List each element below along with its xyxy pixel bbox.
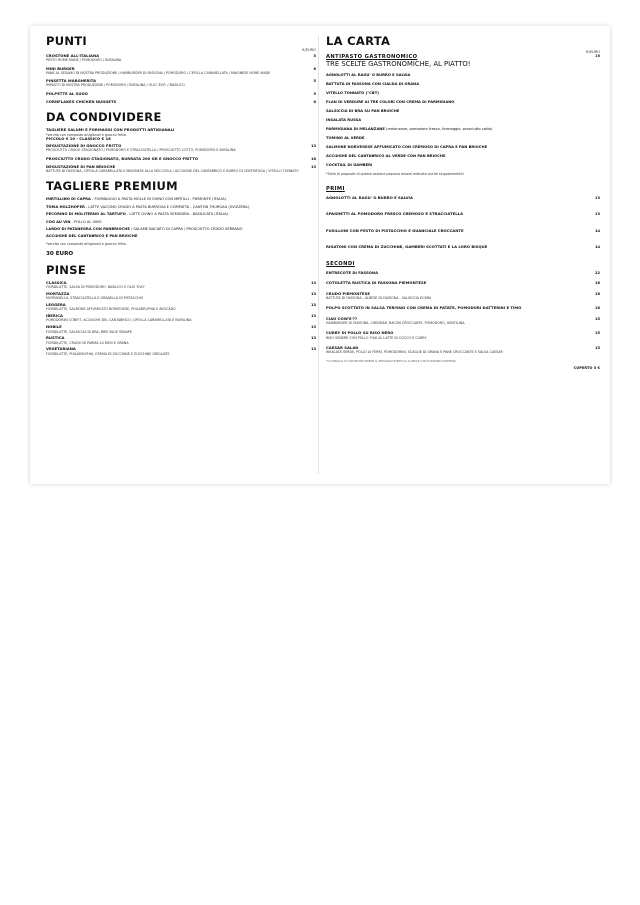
list-item — [46, 347, 316, 356]
section-title-pinse: PINSE — [46, 262, 86, 277]
list-item — [46, 205, 316, 209]
item-price: 13 — [310, 303, 316, 308]
item-name: CLASSICA — [46, 279, 67, 285]
list-item — [46, 281, 316, 290]
list-item — [326, 196, 600, 200]
list-item — [46, 336, 316, 345]
pinse-list — [46, 281, 316, 356]
item-name: VEGETARIANA — [46, 346, 76, 352]
list-item — [46, 67, 316, 76]
list-item — [46, 303, 316, 312]
item-name: NOBILE — [46, 324, 62, 330]
item-price: 13 — [310, 280, 316, 285]
primi-list — [326, 196, 600, 249]
item-name: INSALATA RUSSA — [326, 118, 362, 122]
antipasto-note: *Tutte le proposte di questa sezione possono essere ordinate anche singolarmente! — [326, 172, 464, 176]
item-name: RUSTICA — [46, 335, 65, 341]
list-item — [326, 212, 600, 216]
item-price: 13 — [310, 291, 316, 296]
item-name: PINSETTA MARGHERITA — [46, 78, 97, 84]
item-price: 15 — [594, 331, 600, 336]
item-price: 5 — [313, 54, 316, 58]
item-description: PESTO HOME-MADE / POMODORO / BUFALINA — [46, 58, 122, 63]
item-name: TOMINO AL VERDE — [326, 136, 365, 140]
item-name: POLPO SCOTTATO IN SALSA TERIYAKI CON CREMA DI PATATE, POMODORI DATTERINI E TIMO — [326, 305, 522, 311]
item-description: - LATTE OVINO A PASTA SEMIDURA - BASILICATA (ITALIA) — [125, 212, 228, 217]
item-name: VITELLO TONNATO ("CBT) — [326, 91, 379, 95]
item-name: ENTRECOTE DI FASSONA — [326, 270, 379, 276]
list-item — [326, 118, 600, 122]
list-item — [46, 325, 316, 334]
list-item — [46, 314, 316, 323]
item-price: 13 — [310, 164, 316, 169]
item-price: 5 — [313, 91, 316, 96]
item-name: MIRTILLINO DI CAPRA — [46, 197, 91, 202]
item-description: FIORDILATTE, SALSICCIA DI BRA, BRIE BLUE SENAPE — [46, 329, 132, 334]
item-price: 13 — [310, 143, 316, 148]
item-description: BATTUTA DI FASSONA, CIPOLLA CARAMELLATA E MAIONESE ALLA NOCCIOLA / ACCIUGHE DEL CANTABRICO E BURRO DI CENTRIFUGA / VITELLO TONNATO — [46, 169, 299, 174]
item-name: AGNOLOTTI AL RAGU' O BURRO E SALVIA — [326, 73, 411, 77]
item-name: CRUDO PIEMONTESE — [326, 290, 370, 296]
item-description: HAMBURGER DI FASSONA, CHEDDAR, BACON CROCCANTE, POMODORO, GENTILINA. — [326, 320, 466, 325]
item-name: CAESAR SALAD — [326, 344, 359, 350]
item-price: 13 — [310, 314, 316, 319]
item-name: LARDO DI PATANEGRA CON PANBRIOCHE — [46, 227, 130, 232]
item-price: 16 — [594, 281, 600, 286]
item-price: 13 — [594, 196, 600, 200]
item-description: / SALAME BACIATO DI CAPRA / PROSCIUTTO CRUDO SERRANO — [129, 227, 243, 232]
list-item — [326, 281, 600, 285]
premium-price: 30 EURO — [46, 250, 74, 257]
item-description: FIORDILATTE, SALMONE AFFUMICATO NORVEGESE, PHILADELPHIA E AVOCADO — [46, 307, 176, 312]
section-title-la-carta: LA CARTA — [326, 34, 391, 48]
item-name: SALSICCIA DI BRA SU PAN BRIOCHE — [326, 109, 400, 113]
list-item — [326, 82, 600, 86]
list-item — [326, 163, 600, 167]
item-name: COCKTAIL DI GAMBERI — [326, 163, 373, 167]
item-name: PECORINO DI MOLITERNO AL TARTUFO — [46, 212, 126, 217]
item-name: LEGGERA — [46, 302, 66, 308]
item-description: (melanzane, pomodoro fresco, formaggio, prosciutto cotto) — [384, 127, 493, 131]
item-description: PROSCIUTTO CRUDO STAGIONATO / POMODORO E STRACCIATELLA / PROSCIUTTO COTTO, POMODORO E BUFALINA — [46, 148, 236, 153]
premium-list — [46, 197, 316, 238]
item-name: IBERICA — [46, 313, 63, 319]
menu-page — [30, 26, 610, 484]
list-item — [46, 220, 316, 224]
list-item — [46, 100, 316, 104]
list-item — [46, 128, 316, 141]
list-item — [326, 100, 600, 104]
item-description: PANE AL SESAMO DI NOSTRA PRODUZIONE / HAMBURGER DI FASSONA / POMODORO / CIPOLLA CARAMELLATA / MAIONESE HOME-MADE — [46, 70, 271, 75]
item-description: RISO VENERE CON POLLO THAI AL LATTE DI COCCO E CURRY — [326, 335, 427, 340]
item-price: 22 — [594, 271, 600, 276]
list-item — [326, 306, 600, 310]
item-description: INSALATA VERDE, POLLO AI FERRI, POMODORINI, SCAGLIE DI GRANA E PANE CROCCANTE E SALSA CAESAR — [326, 350, 503, 355]
list-item — [326, 229, 600, 233]
item-name: FUSILLONI CON PESTO DI PISTACCHIO E GUANCIALE CROCCANTE — [326, 227, 464, 233]
item-description: MORTADELLA, STRACCIATELLA E GRANELLA DI PISTACCHIO — [46, 296, 144, 301]
secondi-list — [326, 271, 600, 354]
item-price: 6 — [313, 100, 316, 105]
condividere-list — [46, 144, 316, 173]
item-description: IMPASTO DI NOSTRA PRODUZIONE / POMODORO / BUFALINA / OLIO 'EVO' / BASILICO — [46, 83, 185, 88]
item-price: 14 — [594, 244, 600, 249]
item-name: SPAGHETTI AL POMODORO FRESCO CREMOSO E STRACCIATELLA — [326, 211, 464, 217]
item-price: 16 — [594, 291, 600, 296]
item-price: 13 — [310, 336, 316, 341]
item-name: MORTAZZA — [46, 290, 70, 296]
list-item — [46, 157, 316, 161]
item-name: POLPETTE AL SUGO — [46, 90, 88, 96]
item-name: CORNFLAKES CHICKEN NUGGETS — [46, 99, 117, 105]
right-column — [326, 34, 600, 370]
list-item — [46, 227, 316, 231]
item-name: CURRY DI POLLO SU RISO NERO — [326, 330, 394, 336]
list-item — [46, 54, 316, 63]
item-name: PROSCIUTTO CRUDO STAGIONATO, BURRATA 200 GR E GNOCCO FRITTO — [46, 155, 198, 161]
list-item — [326, 154, 600, 158]
item-name: COTOLETTA RUSTICA DI FASSONA PIEMONTESE — [326, 280, 427, 286]
item-description: - POLLO AL VINO — [70, 219, 102, 224]
item-price: 6 — [313, 66, 316, 71]
section-title-secondi: SECONDI — [326, 261, 355, 268]
left-column — [46, 34, 316, 359]
item-description: - LATTE VACCINO CRUDO A PASTA BURROSA E COMPATTA - CANTON THURGAU (SVIZZERA) — [84, 204, 250, 209]
item-name: SALMONE NORVEGESE AFFUMICATO CON CREMOSO DI CAPRA E PAN BRIOCHE — [326, 145, 488, 149]
item-price: 14 — [594, 228, 600, 233]
footnote: *SI CONSIGLIA DI COMUNICARE SEMPRE AL PERSONALE EVENTUALI ALLERGIE O INTOLLERANZE ALIMENTARI. — [326, 360, 457, 364]
list-item — [326, 127, 600, 131]
item-price: 18 — [594, 306, 600, 311]
list-item — [326, 292, 600, 301]
item-name: RIGATONI CON CREMA DI ZUCCHINE, GAMBERI SCOTTATI E LA LORO BISQUE — [326, 243, 488, 249]
item-price: 15 — [594, 345, 600, 350]
list-item — [326, 91, 600, 95]
item-name: DEGUSTAZIONE DI GNOCCO FRITTO — [46, 142, 122, 148]
list-item — [46, 292, 316, 301]
item-name: COG AU VIN — [46, 219, 71, 224]
list-item — [46, 144, 316, 153]
item-description: POMODORINI CONFIT, ACCIUGHE DEL CANTABRICO, CIPOLLA CARAMELLATA E BUFALINA — [46, 318, 192, 323]
section-title-primi: PRIMI — [326, 186, 345, 192]
price-header: €/EURO — [586, 50, 600, 54]
item-name: AGNOLOTTI AL RAGU' O BURRO E SALVIA — [326, 195, 413, 200]
item-name: ACCIUGHE DEL CANTABRICO E PAN BRIOCHE — [46, 234, 138, 239]
item-name: PARMIGIANA DI MELANZANE — [326, 127, 385, 131]
list-item — [326, 136, 600, 140]
item-price: 16 — [310, 156, 316, 161]
list-item — [326, 346, 600, 355]
item-name: DEGUSTAZIONE DI PAN BRIOCHE — [46, 163, 116, 169]
list-item — [46, 79, 316, 88]
item-description: FIORDILATTE, PHILADELPHIA, CREMA DI ZUCCHINE E ZUCCHINE GRIGLIATE — [46, 351, 170, 356]
list-item — [326, 73, 600, 77]
item-price: 13 — [310, 325, 316, 330]
item-description: FIORDILATTE, SALSA DI POMODORO, BASILICO E OLIO 'EVO' — [46, 285, 145, 290]
list-item — [326, 331, 600, 340]
list-item — [326, 271, 600, 275]
antipasto-title: ANTIPASTO GASTRONOMICO — [326, 54, 418, 60]
premium-note: *servito con composte artigianali e gnocco fritto. — [46, 241, 127, 246]
item-name: TOMA HOLZHOFER — [46, 204, 85, 209]
list-item — [326, 145, 600, 149]
list-item — [326, 109, 600, 113]
item-price: 13 — [310, 347, 316, 352]
item-name: BATTUTA DI FASSONA CON CIALDA DI GRANA — [326, 82, 420, 86]
item-name: MINI BURGER — [46, 65, 75, 71]
taglieri-note: *servito con composte artigianali e gnocco fritto. — [46, 132, 127, 137]
item-price: 15 — [594, 316, 600, 321]
antipasto-subtitle: TRE SCELTE GASTRONOMICHE, AL PIATTO! — [326, 60, 471, 68]
punti-list — [46, 54, 316, 104]
list-item — [46, 92, 316, 96]
list-item — [46, 197, 316, 201]
section-title-punti: PUNTI — [46, 34, 88, 48]
list-item — [326, 317, 600, 326]
item-description: FIORDILATTE, CRUDO DI PARMA 24 MESI E GRANA — [46, 340, 129, 345]
antipasto-price: 16 — [594, 54, 600, 58]
coperto: COPERTO 3 € — [573, 366, 600, 371]
list-item — [326, 245, 600, 249]
item-name: FLAN DI VERDURE AI TRE COLORI CON CREMA DI PARMIGIANO — [326, 100, 455, 104]
price-header: €/EURO — [302, 48, 316, 52]
list-item — [46, 234, 316, 238]
item-name: ACCIUGHE DEL CANTABRICO AL VERDE CON PAN BRIOCHE — [326, 154, 446, 158]
item-price: 13 — [594, 212, 600, 217]
section-title-premium: TAGLIERE PREMIUM — [46, 179, 178, 194]
item-description: BATTUTA DI FASSONA - ALBESE DI FASSONA - SALSICCIA DI BRA — [326, 296, 432, 301]
item-price: 5 — [313, 79, 316, 84]
list-item — [46, 212, 316, 216]
item-description: - FORMAGGIO A PASTA MOLLE DI OVINO CON MIRTILLI - PIEMONTE (ITALIA) — [90, 197, 226, 202]
item-name: CIAO COW'E'?? — [326, 315, 358, 321]
list-item — [46, 165, 316, 174]
taglieri-name: TAGLIERE SALUMI E FORMAGGI CON PRODOTTI ARTIGIANALI — [46, 127, 175, 133]
antipasto-list — [326, 73, 600, 167]
column-divider — [318, 36, 319, 474]
item-name: CROSTONE ALL'ITALIANA — [46, 53, 100, 58]
taglieri-sizes: PICCOLO € 10 - CLASSICO € 16 — [46, 135, 111, 141]
section-title-condividere: DA CONDIVIDERE — [46, 110, 162, 125]
